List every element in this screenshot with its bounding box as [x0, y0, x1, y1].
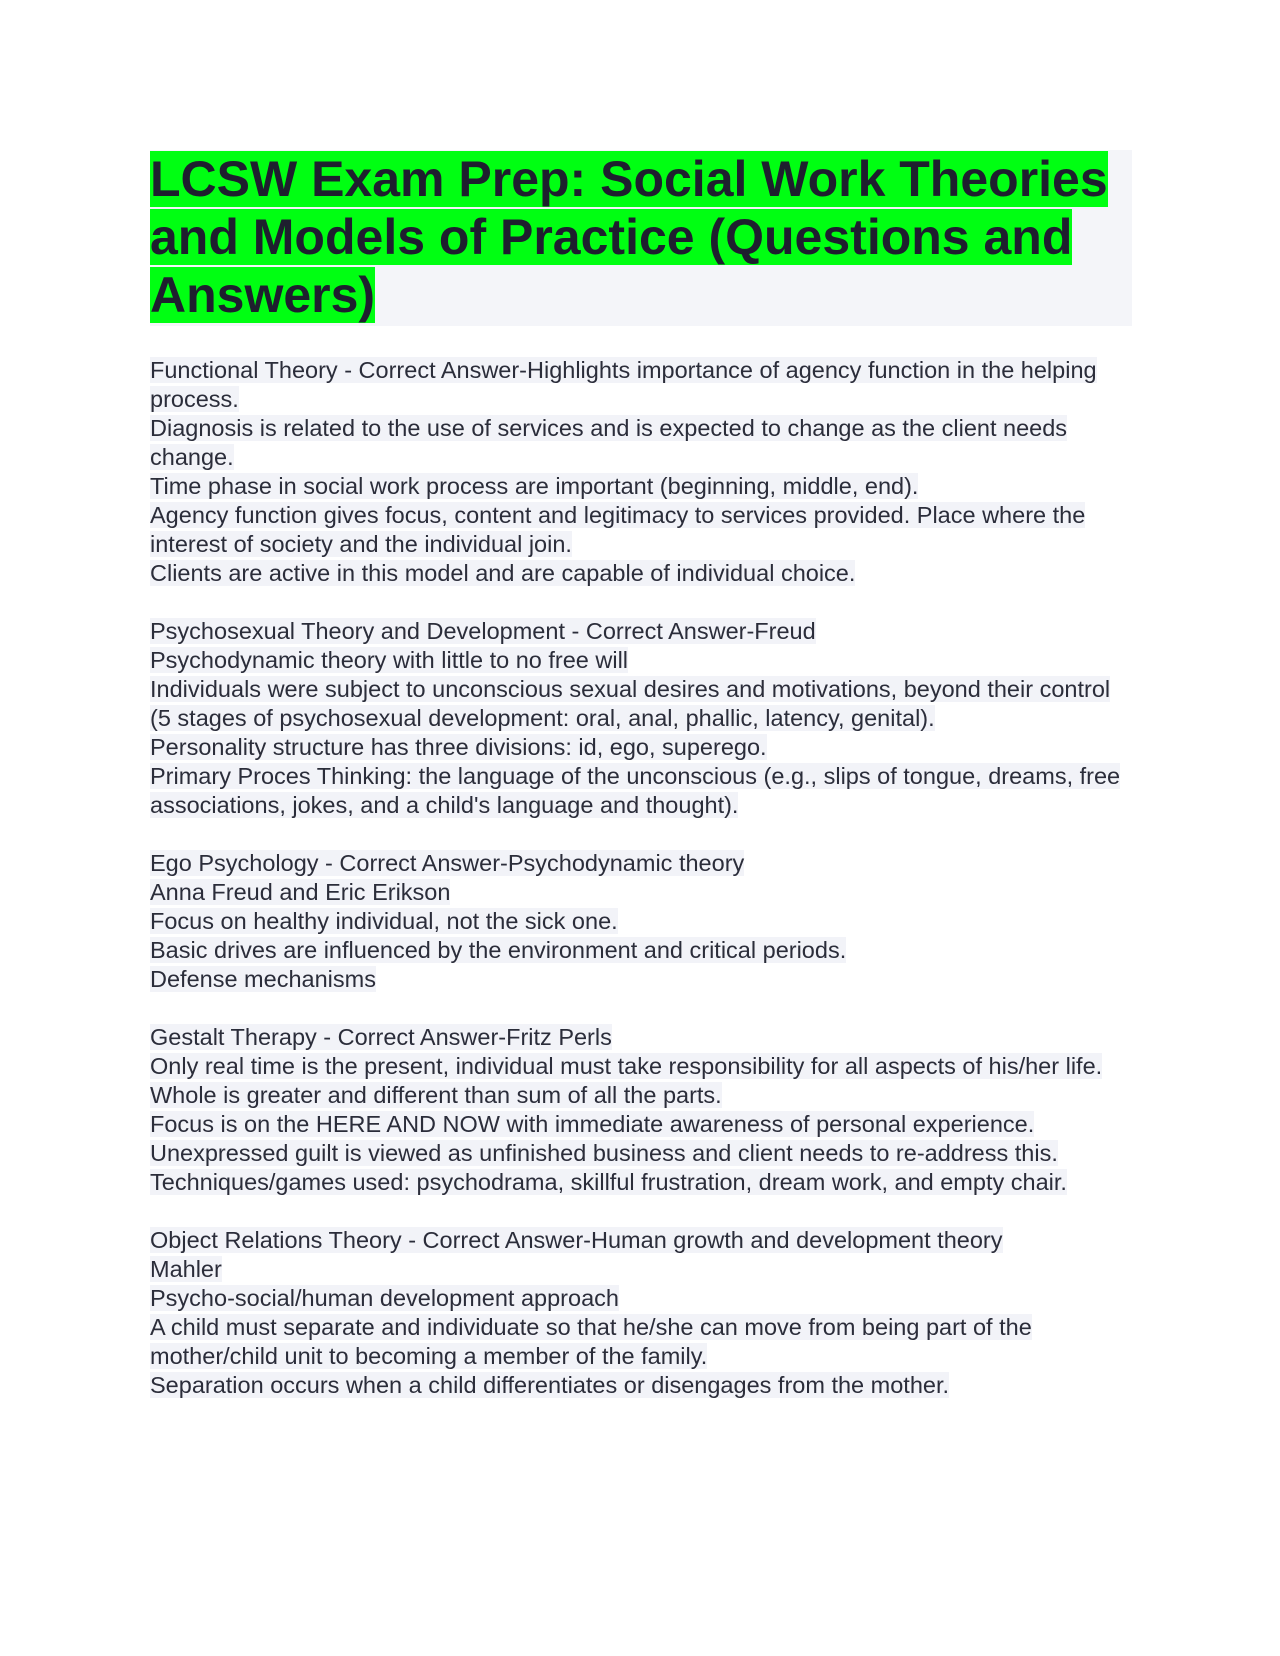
answer-line: Individuals were subject to unconscious sexual desires and motivations, beyond their control (5 stages of psychosexual development: oral, anal, phallic, latency, genital).: [150, 676, 1111, 731]
question-line: Functional Theory - Correct Answer-Highlights importance of agency function in the helping process.: [150, 357, 1097, 412]
document-content: [150, 356, 1132, 1400]
answer-line: Focus is on the HERE AND NOW with immediate awareness of personal experience.: [150, 1111, 1035, 1137]
answer-line: Psychodynamic theory with little to no free will: [150, 647, 629, 673]
section-gestalt-therapy: [150, 1023, 1132, 1197]
section-ego-psychology: [150, 849, 1132, 994]
answer-line: Techniques/games used: psychodrama, skillful frustration, dream work, and empty chair.: [150, 1169, 1067, 1195]
answer-line: Agency function gives focus, content and legitimacy to services provided. Place where the interest of society and the individual join.: [150, 502, 1086, 557]
section-functional-theory: [150, 356, 1132, 588]
answer-line: Focus on healthy individual, not the sick one.: [150, 908, 618, 934]
section-object-relations-theory: [150, 1226, 1132, 1400]
answer-line: Only real time is the present, individual must take responsibility for all aspects of his/her life.: [150, 1053, 1103, 1079]
answer-line: Anna Freud and Eric Erikson: [150, 879, 451, 905]
title-block: [150, 150, 1132, 326]
answer-line: Primary Proces Thinking: the language of the unconscious (e.g., slips of tongue, dreams, free associations, jokes, and a child's language and thought).: [150, 763, 1121, 818]
section-psychosexual-theory: [150, 617, 1132, 820]
answer-line: Whole is greater and different than sum of all the parts.: [150, 1082, 722, 1108]
answer-line: Separation occurs when a child differentiates or disengages from the mother.: [150, 1372, 950, 1398]
answer-line: Time phase in social work process are important (beginning, middle, end).: [150, 473, 919, 499]
answer-line: Defense mechanisms: [150, 966, 376, 992]
answer-line: Psycho-social/human development approach: [150, 1285, 619, 1311]
answer-line: Diagnosis is related to the use of services and is expected to change as the client needs change.: [150, 415, 1068, 470]
answer-line: A child must separate and individuate so that he/she can move from being part of the mother/child unit to becoming a member of the family.: [150, 1314, 1032, 1369]
answer-line: Unexpressed guilt is viewed as unfinished business and client needs to re-address this.: [150, 1140, 1058, 1166]
question-line: Ego Psychology - Correct Answer-Psychodynamic theory: [150, 850, 745, 876]
document-title-text: LCSW Exam Prep: Social Work Theories and Models of Practice (Questions and Answers): [150, 151, 1108, 323]
question-line: Object Relations Theory - Correct Answer-Human growth and development theory: [150, 1227, 1003, 1253]
answer-line: Basic drives are influenced by the environment and critical periods.: [150, 937, 847, 963]
question-line: Psychosexual Theory and Development - Correct Answer-Freud: [150, 618, 816, 644]
answer-line: Personality structure has three divisions: id, ego, superego.: [150, 734, 767, 760]
document-page: [150, 150, 1132, 1429]
answer-line: Mahler: [150, 1256, 222, 1282]
document-title: [150, 150, 1132, 324]
question-line: Gestalt Therapy - Correct Answer-Fritz Perls: [150, 1024, 612, 1050]
answer-line: Clients are active in this model and are capable of individual choice.: [150, 560, 856, 586]
